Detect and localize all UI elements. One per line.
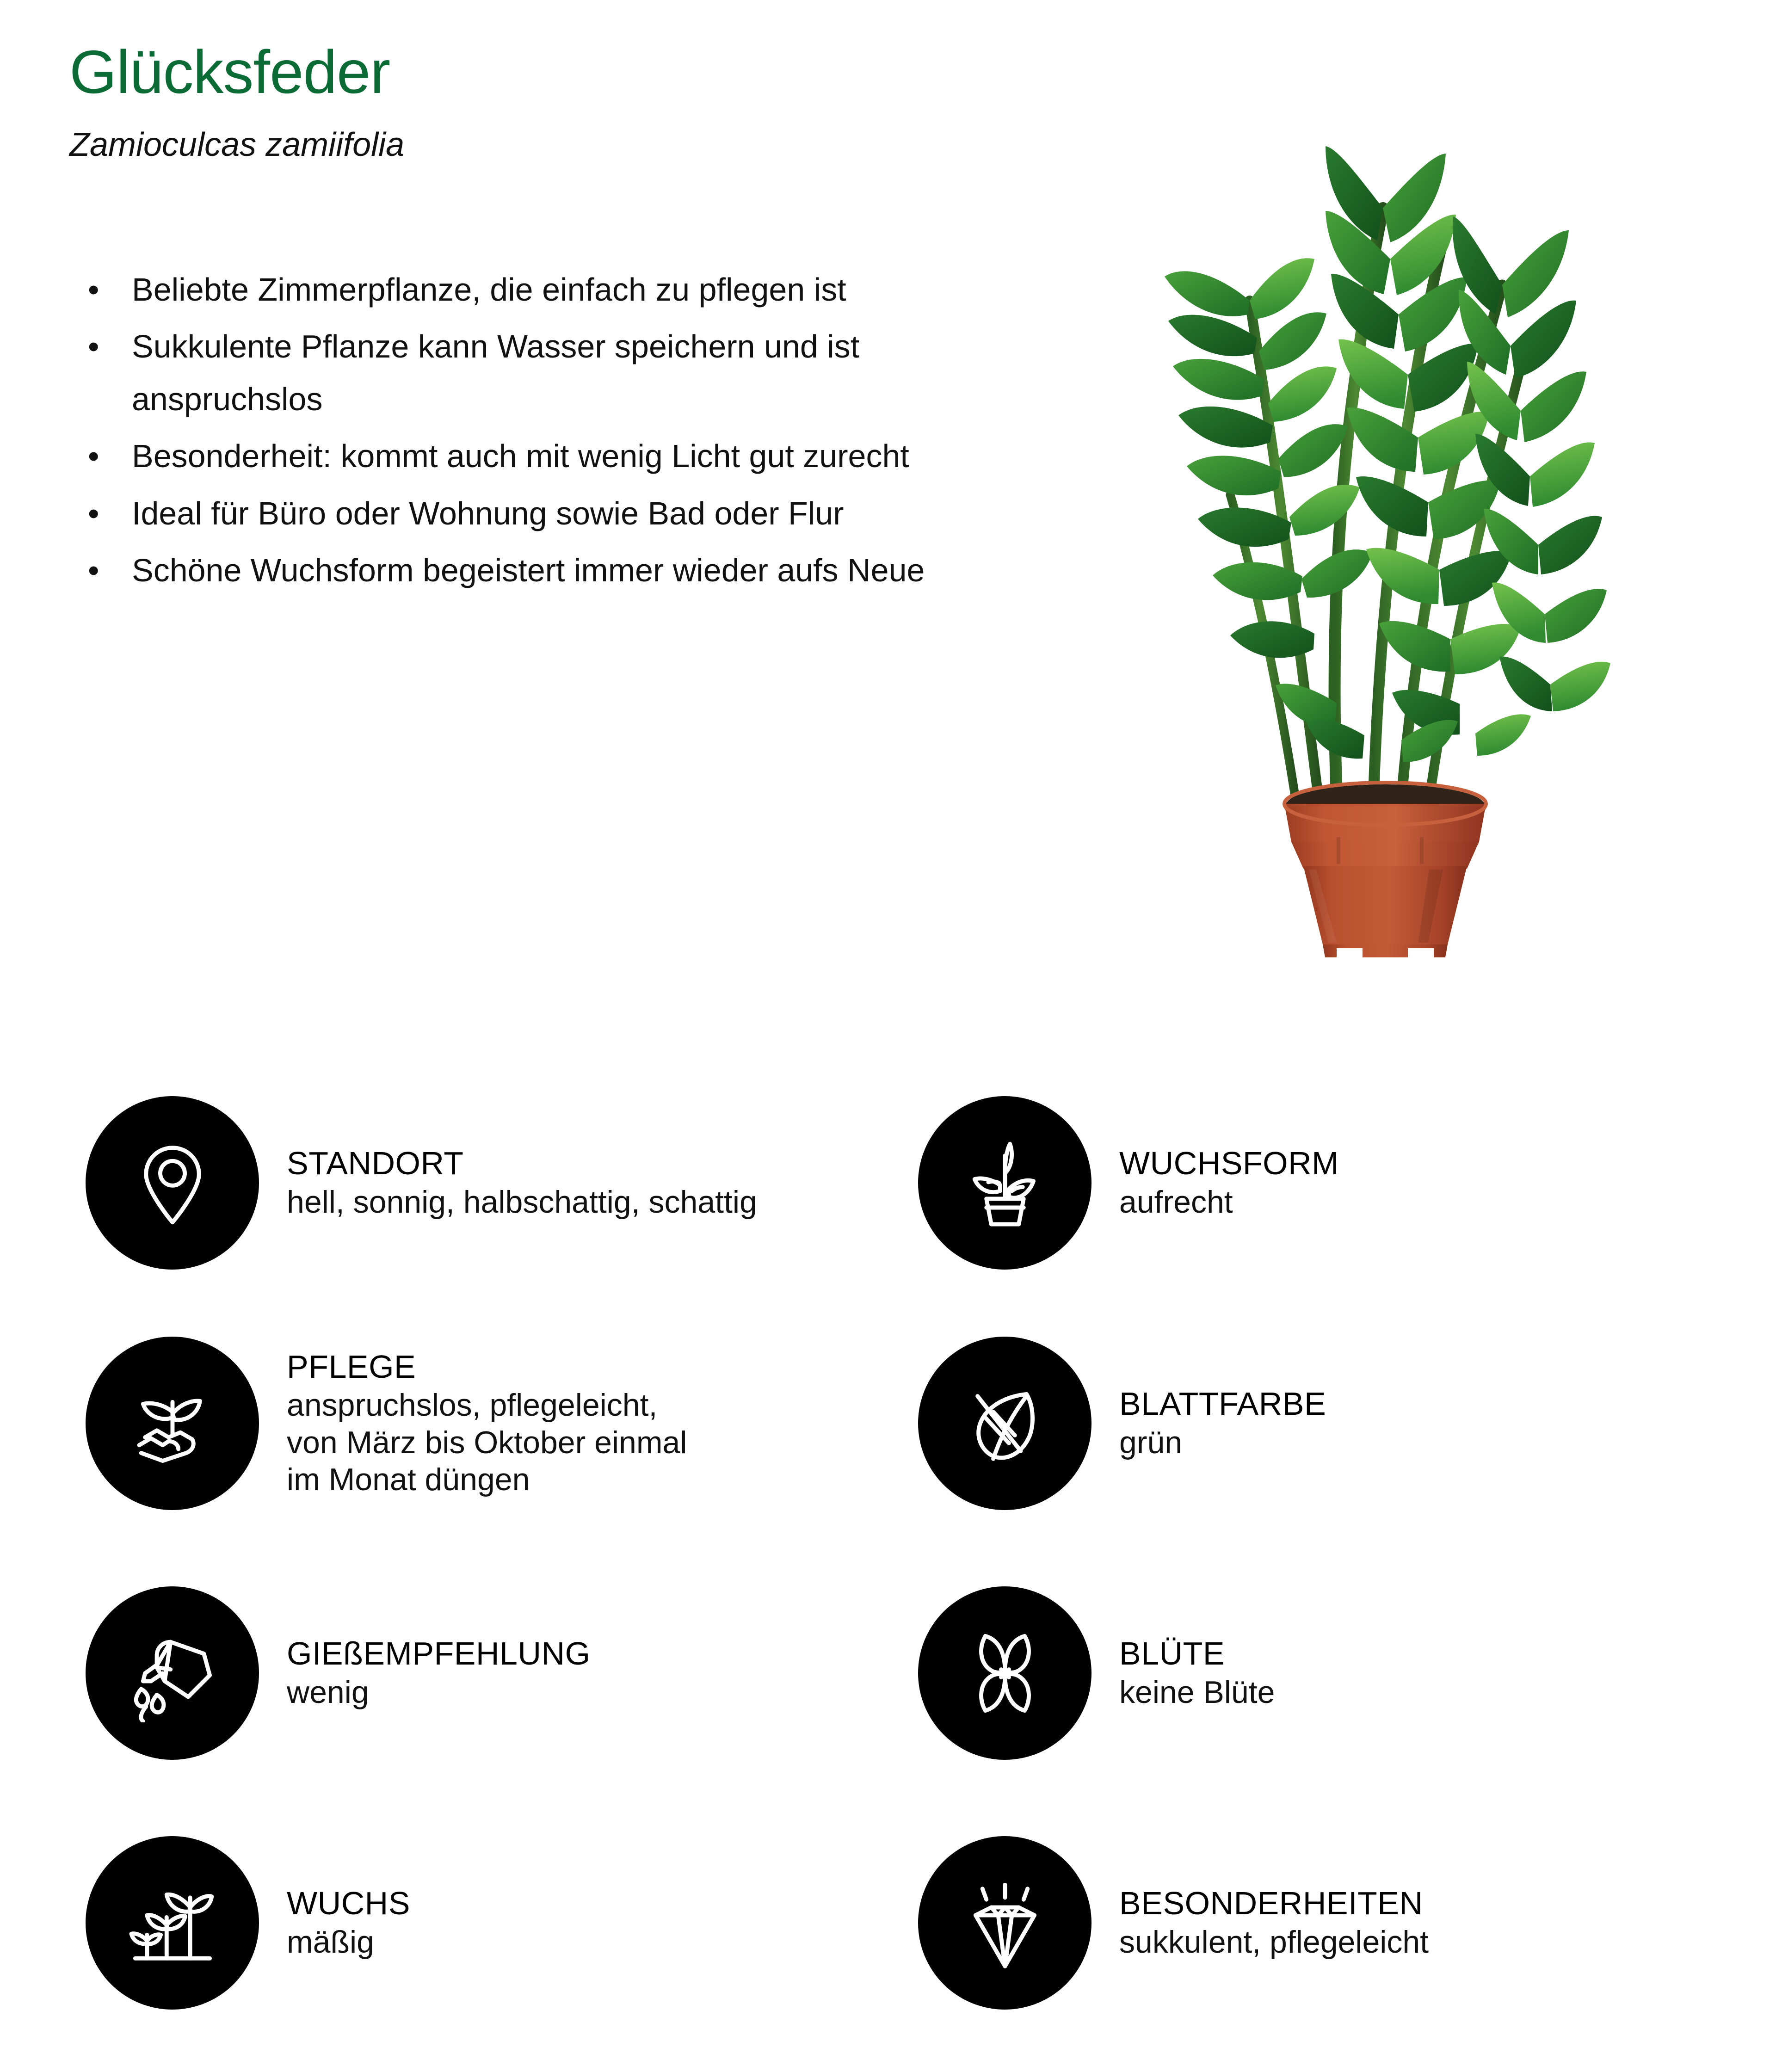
leaf-paintbrush-icon [956, 1375, 1054, 1473]
sprout-in-hand-icon [123, 1375, 222, 1473]
diamond-sparkle-icon [956, 1874, 1054, 1972]
attribute-value-line: aufrecht [1119, 1184, 1233, 1220]
attribute-badge [918, 1836, 1092, 2010]
attribute-label: STANDORT [287, 1145, 464, 1182]
attribute-label: BESONDERHEITEN [1119, 1885, 1423, 1922]
bullet-icon: • [88, 495, 99, 531]
attribute-value [1119, 1424, 1326, 1461]
attribute-label: WUCHS [287, 1885, 410, 1922]
attribute-text [1119, 1885, 1429, 1961]
bullet-icon: • [88, 328, 99, 365]
feature-text: Schöne Wuchsform begeistert immer wieder aufs Neue [132, 552, 925, 588]
attribute-value-line: wenig [287, 1674, 369, 1710]
feature-text: Besonderheit: kommt auch mit wenig Licht gut zurecht [132, 438, 909, 475]
plant-photo [1078, 56, 1693, 962]
attribute-value [1119, 1184, 1339, 1221]
attribute-pflege [86, 1337, 687, 1510]
feature-list-item [69, 544, 1018, 597]
attribute-besonderheiten [918, 1836, 1429, 2010]
attribute-text [287, 1635, 591, 1711]
potted-plant-icon [956, 1134, 1054, 1232]
attribute-label: BLATTFARBE [1119, 1386, 1326, 1422]
attribute-value [287, 1674, 591, 1711]
attribute-text [287, 1885, 410, 1961]
attribute-value-line: hell, sonnig, halbschattig, schattig [287, 1184, 757, 1220]
attribute-value [1119, 1924, 1429, 1961]
attribute-label: WUCHSFORM [1119, 1145, 1339, 1182]
attribute-value [287, 1184, 757, 1221]
bullet-icon: • [88, 552, 99, 588]
attribute-value-line: grün [1119, 1424, 1183, 1460]
attribute-text [287, 1349, 687, 1498]
attribute-text [1119, 1386, 1326, 1461]
botanical-name: Zamioculcas zamiifolia [69, 126, 405, 163]
attribute-badge [918, 1337, 1092, 1510]
attribute-value-line: im Monat düngen [287, 1462, 530, 1497]
attribute-value [1119, 1674, 1275, 1711]
location-pin-icon [123, 1134, 222, 1232]
attribute-grid [0, 1096, 1776, 2058]
attribute-badge [86, 1836, 259, 2010]
flower-blossom-icon [956, 1624, 1054, 1722]
attribute-text [287, 1145, 757, 1221]
watering-can-icon [123, 1624, 222, 1722]
attribute-badge [918, 1586, 1092, 1760]
attribute-value-line: keine Blüte [1119, 1674, 1275, 1710]
attribute-blattfarbe [918, 1337, 1326, 1510]
attribute-badge [86, 1586, 259, 1760]
feature-text: Beliebte Zimmerpflanze, die einfach zu pflegen ist [132, 271, 846, 308]
attribute-label: BLÜTE [1119, 1635, 1225, 1672]
attribute-value-line: von März bis Oktober einmal [287, 1424, 687, 1460]
feature-list [69, 264, 1018, 601]
attribute-text [1119, 1145, 1339, 1221]
feature-list-item [69, 321, 1018, 426]
attribute-value [287, 1924, 410, 1961]
attribute-standort [86, 1096, 757, 1270]
feature-list-item [69, 430, 1018, 482]
attribute-value-line: sukkulent, pflegeleicht [1119, 1924, 1429, 1960]
attribute-blüte [918, 1586, 1275, 1760]
attribute-value [287, 1387, 687, 1498]
bullet-icon: • [88, 438, 99, 475]
attribute-label: GIEßEMPFEHLUNG [287, 1635, 591, 1672]
attribute-text [1119, 1635, 1275, 1711]
attribute-wuchs [86, 1836, 410, 2010]
attribute-badge [918, 1096, 1092, 1270]
attribute-badge [86, 1096, 259, 1270]
feature-text: Ideal für Büro oder Wohnung sowie Bad oder Flur [132, 495, 844, 531]
attribute-gießempfehlung [86, 1586, 591, 1760]
attribute-value-line: anspruchslos, pflegeleicht, [287, 1388, 658, 1423]
attribute-wuchsform [918, 1096, 1339, 1270]
feature-text: Sukkulente Pflanze kann Wasser speichern und ist anspruchslos [132, 328, 860, 417]
attribute-badge [86, 1337, 259, 1510]
feature-list-item [69, 487, 1018, 540]
bullet-icon: • [88, 271, 99, 308]
attribute-label: PFLEGE [287, 1348, 416, 1385]
attribute-value-line: mäßig [287, 1924, 374, 1960]
growing-plants-icon [123, 1874, 222, 1972]
page-header [69, 38, 994, 163]
feature-list-item [69, 264, 1018, 316]
page-title: Glücksfeder [69, 38, 390, 106]
